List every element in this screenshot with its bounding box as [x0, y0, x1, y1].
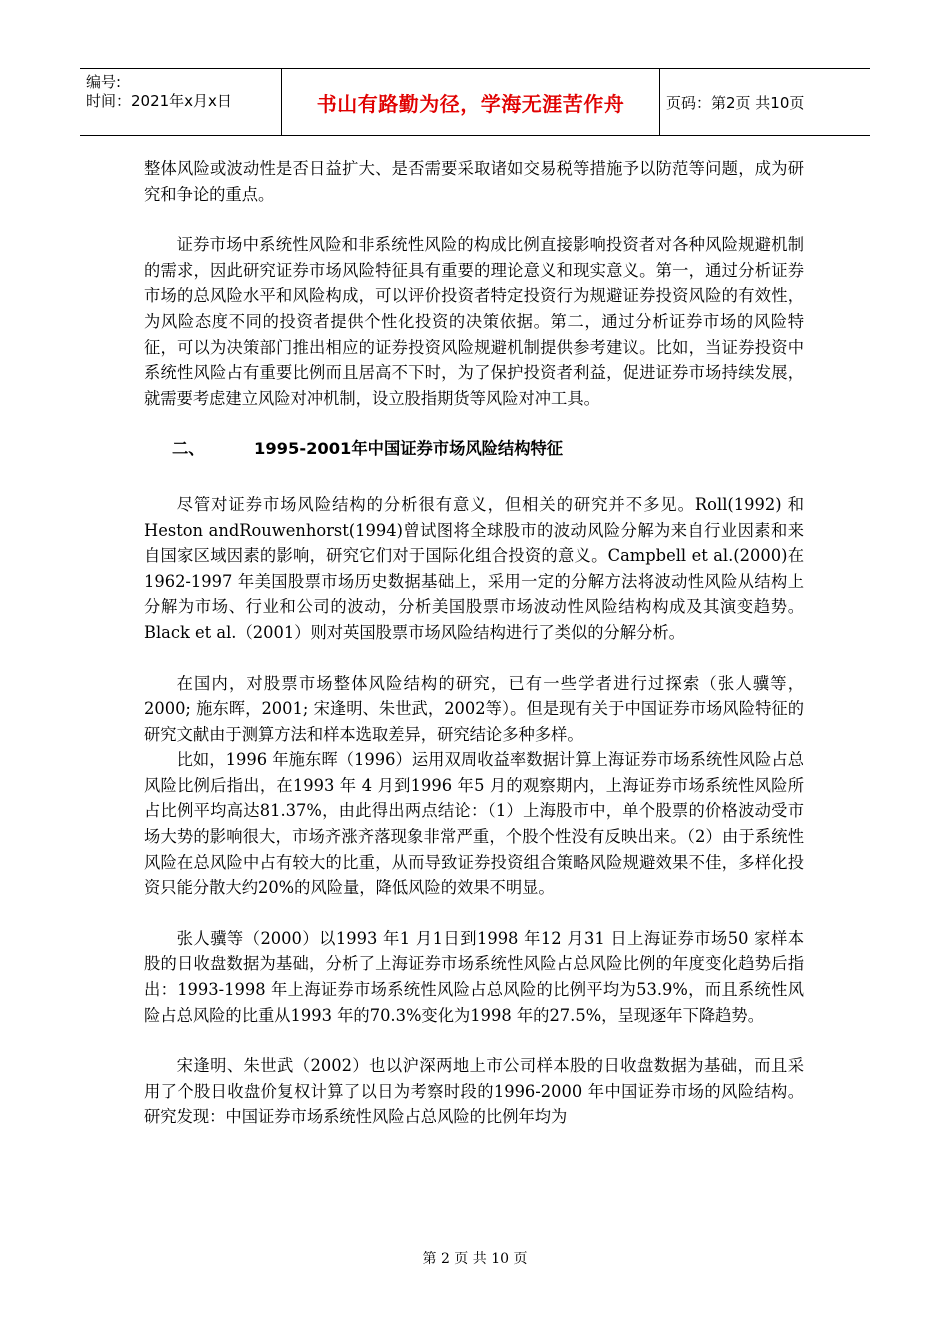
paragraph-4: 在国内，对股票市场整体风险结构的研究，已有一些学者进行过探索（张人骥等，2000; 施东晖，2001; 宋逢明、朱世武，2002等）。但是现有关于中国证券市场风险特征的研究文献由于测算方法和样本选取差异，研究结论多种多样。	[144, 673, 804, 744]
paragraph-1: 整体风险或波动性是否日益扩大、是否需要采取诸如交易税等措施予以防范等问题，成为研究和争论的重点。	[144, 159, 804, 204]
number-label: 编号:	[86, 73, 122, 91]
paragraph-7: 宋逢明、朱世武（2002）也以沪深两地上市公司样本股的日收盘数据为基础，而且采用了个股日收盘价复权计算了以日为考察时段的1996-2000 年中国证券市场的风险结构。研究发现：中国证券市场系统性风险占总风险的比例年均为	[144, 1056, 804, 1127]
page-label: 页码：第2页 共10页	[666, 93, 805, 112]
paragraph-6: 张人骥等（2000）以1993 年1 月1日到1998 年12 月31 日上海证券市场50 家样本股的日收盘数据为基础，分析了上海证券市场系统性风险占总风险比例的年度变化趋势后指出：1993-1998 年上海证券市场系统性风险占总风险的比例平均为53.9%，而且系统性风险占总风险的比重从1993 年的70.3%变化为1998 年的27.5%，呈现逐年下降趋势。	[144, 928, 804, 1025]
header-meta	[80, 69, 282, 135]
paragraph-3: 尽管对证券市场风险结构的分析很有意义，但相关的研究并不多见。Roll(1992) 和Heston andRouwenhorst(1994)曾试图将全球股市的波动风险分解为来自行业因素和来自国家区域因素的影响，研究它们对于国际化组合投资的意义。Campbell et al.(2000)在1962-1997 年美国股票市场历史数据基础上，采用一定的分解方法将波动性风险从结构上分解为市场、行业和公司的波动，分析美国股票市场波动性风险结构构成及其演变趋势。Black et al.（2001）则对英国股票市场风险结构进行了类似的分解分析。	[144, 494, 804, 642]
document-body	[144, 156, 804, 1130]
page-header	[80, 68, 870, 136]
section-title: 1995-2001年中国证券市场风险结构特征	[254, 439, 564, 459]
page-footer: 第 2 页 共 10 页	[422, 1251, 528, 1267]
header-motto-cell	[282, 69, 660, 135]
paragraph-5: 比如，1996 年施东晖（1996）运用双周收益率数据计算上海证券市场系统性风险占总风险比例后指出，在1993 年 4 月到1996 年5 月的观察期内，上海证券市场系统性风险所占比例平均高达81.37%，由此得出两点结论：（1）上海股市中，单个股票的价格波动受市场大势的影响很大，市场齐涨齐落现象非常严重，个股个性没有反映出来。（2）由于系统性风险在总风险中占有较大的比重，从而导致证券投资组合策略风险规避效果不佳，多样化投资只能分散大约20%的风险量，降低风险的效果不明显。	[144, 750, 804, 898]
date-label: 时间：2021年x月x日	[86, 92, 232, 110]
motto: 书山有路勤为径，学海无涯苦作舟	[316, 91, 625, 116]
header-page-cell	[660, 69, 870, 135]
section-heading	[144, 436, 804, 462]
section-number: 二、	[172, 439, 205, 459]
paragraph-2: 证券市场中系统性风险和非系统性风险的构成比例直接影响投资者对各种风险规避机制的需求，因此研究证券市场风险特征具有重要的理论意义和现实意义。第一，通过分析证券市场的总风险水平和风险构成，可以评价投资者特定投资行为规避证券投资风险的有效性，为风险态度不同的投资者提供个性化投资的决策依据。第二，通过分析证券市场的风险特征，可以为决策部门推出相应的证券投资风险规避机制提供参考建议。比如，当证券投资中系统性风险占有重要比例而且居高不下时，为了保护投资者利益，促进证券市场持续发展，就需要考虑建立风险对冲机制，设立股指期货等风险对冲工具。	[144, 235, 804, 408]
